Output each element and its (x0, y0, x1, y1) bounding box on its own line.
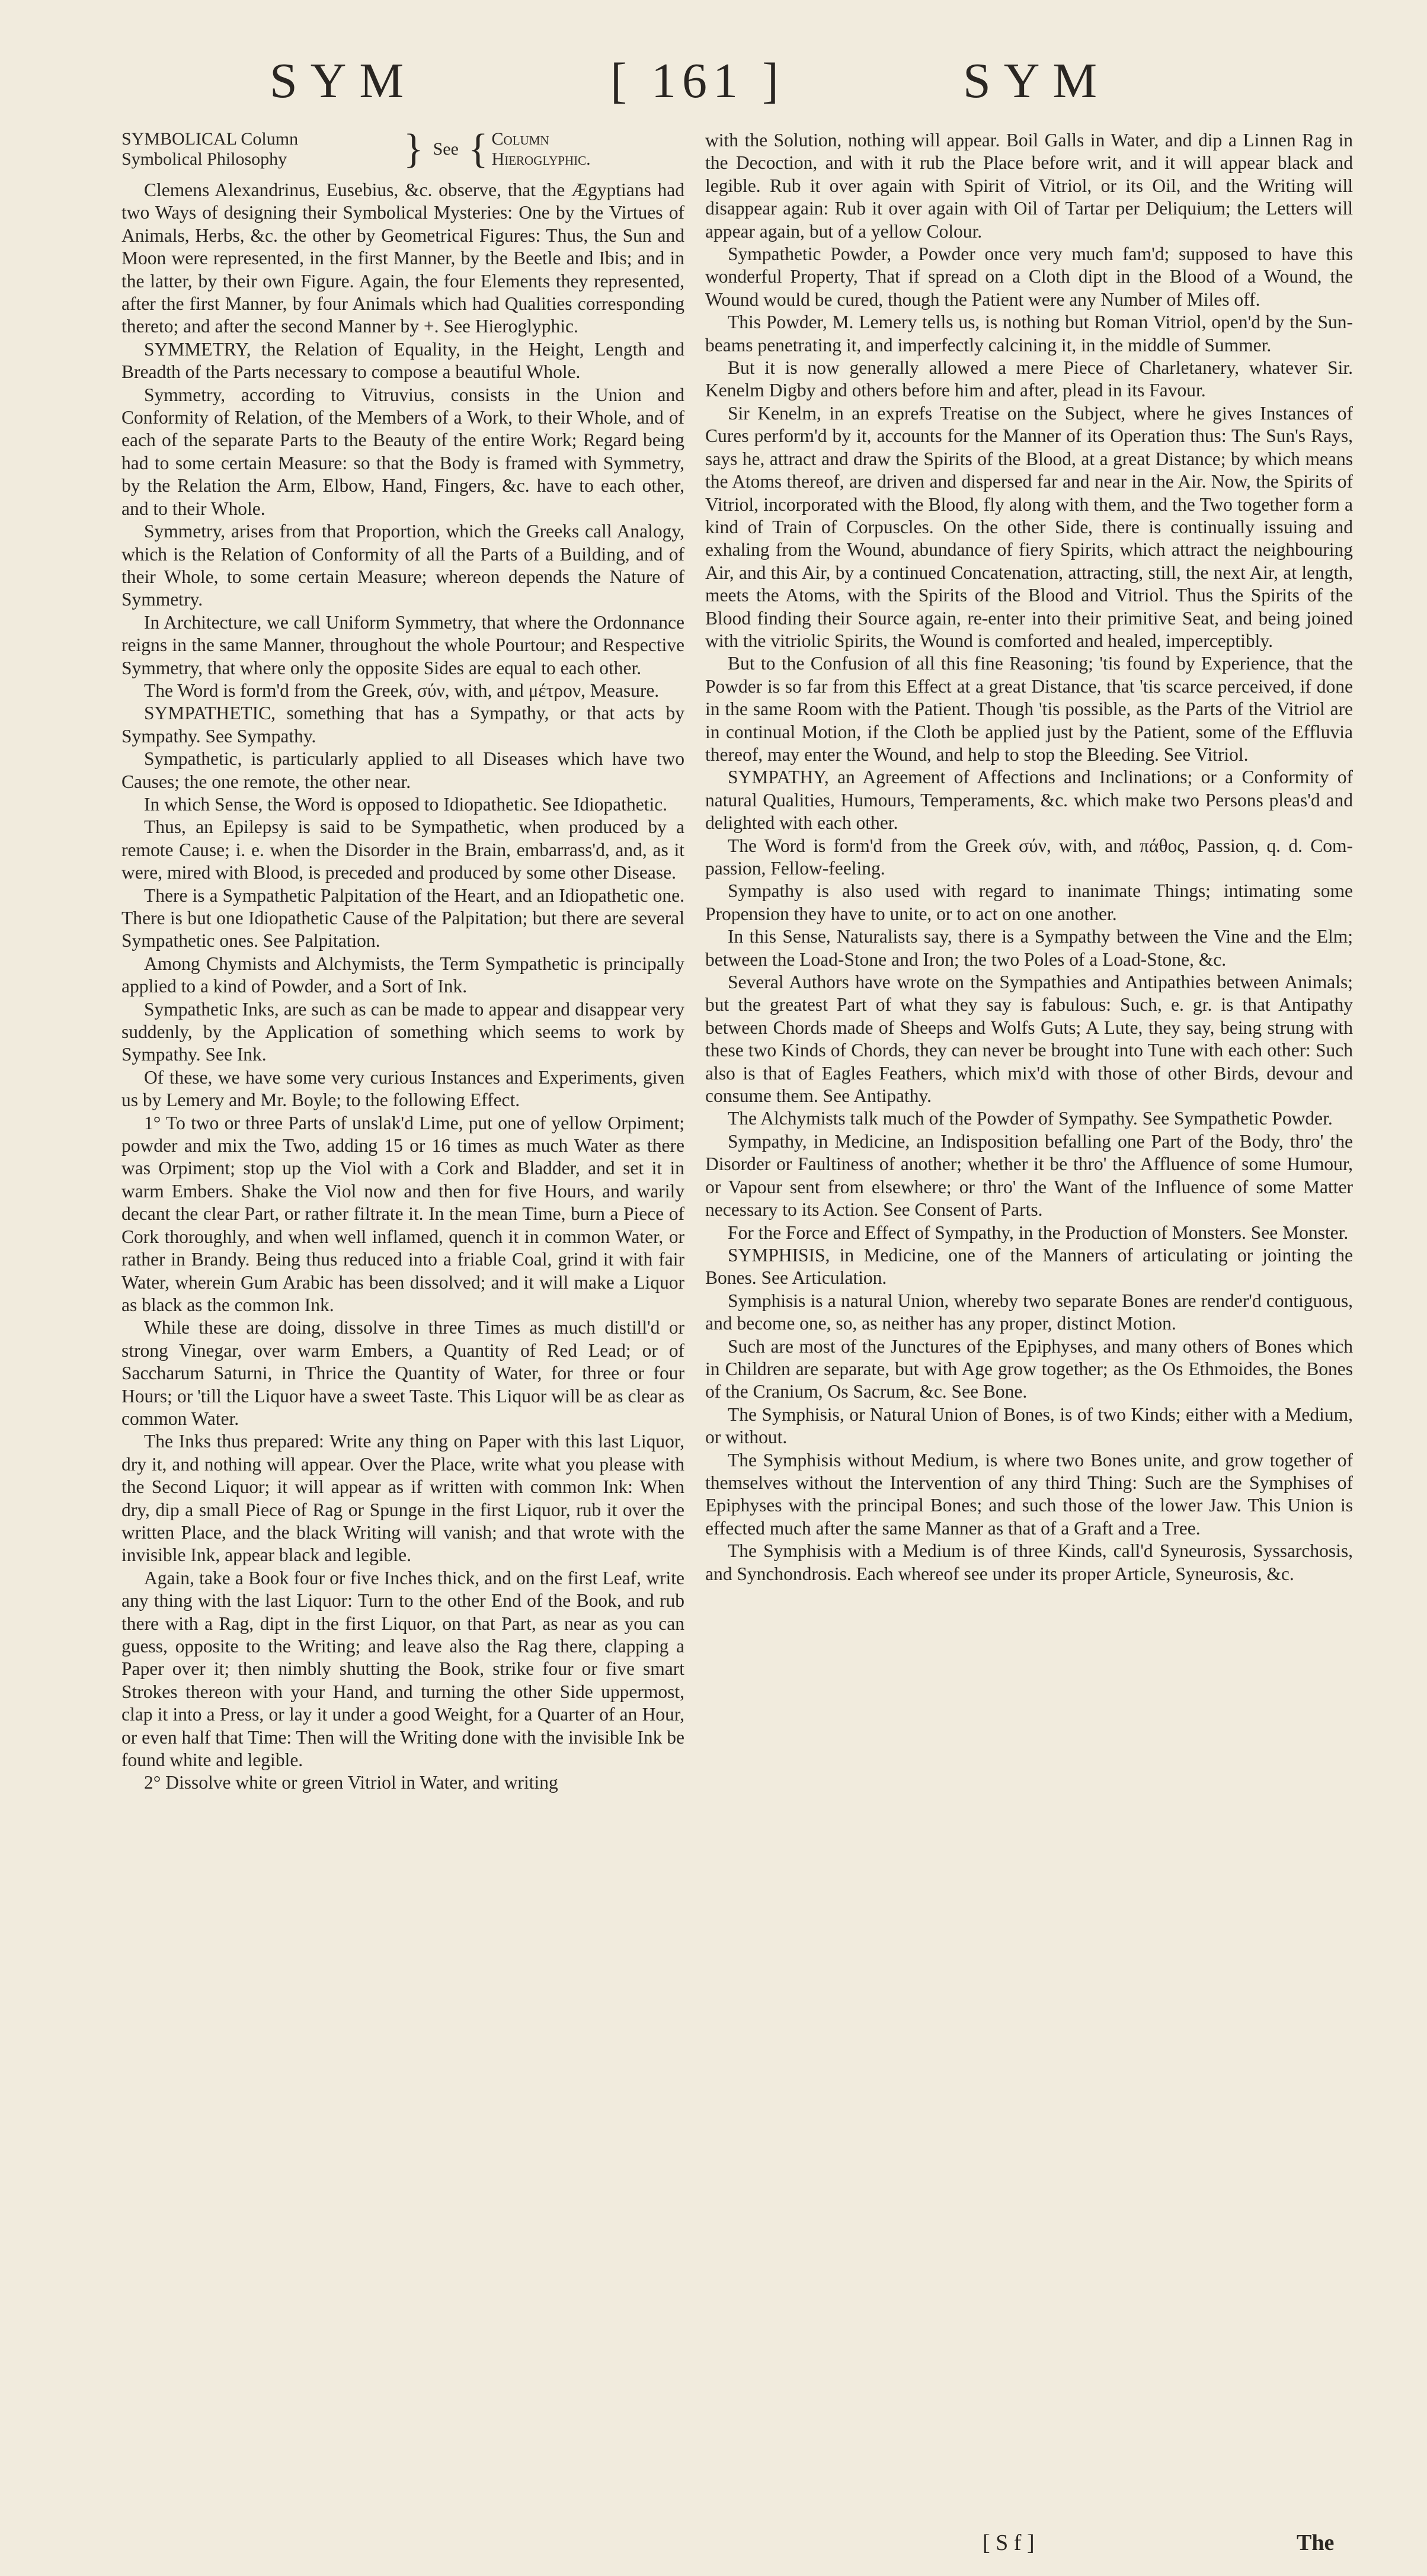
running-header (0, 52, 1427, 117)
right-column (705, 129, 1353, 1585)
paragraph: Again, take a Book four or five Inches thick, and on the first Leaf, write any thing with the last Liquor: Turn to the other End of the Book, and rub there with a Rag, dipt in the first Liquor, on that Part, as near as you can guess, opposite to the Writing; and leave also the Rag there, clapping a Paper over it; then nimbly shutting the Book, strike four or five smart Strokes thereon with your Hand, and turning the other Side uppermost, clap it into a Press, or lay it under a good Weight, for a Quarter of an Hour, or even half that Time: Then will the Writing done with the invisible Ink be found white and legible. (121, 1567, 684, 1771)
see-entry-1: SYMBOLICAL Column (121, 129, 299, 149)
paragraph: Sir Kenelm, in an exprefs Treatise on the Subject, where he gives Instances of Cures perform'd by it, accounts for the Manner of its Operation thus: The Sun's Rays, says he, attract and draw the Spirits of the Blood, at a great Distance; by which means the Atoms thereof, are driven and dispersed far and near in the Air. Now, the Spirits of Vitriol, incorporated with the Blood, fly along with them, and the Two together form a kind of Train of Corpuscles. On the other Side, there is continually issuing and exhaling from the Wound, abundance of fiery Spirits, which attract the neighbouring Air, and this Air, by a continued Concatenation, attracting, still, the next Air, at length, meets the Atoms, with the Spirits of the Blood and Vitriol. Thus the Spirits of the Blood finding their Source again, re-enter into their primitive Seat, and being joined with the vitriolic Spirits, the Wound is comforted and healed, imperceptibly. (705, 402, 1353, 651)
paragraph: Clemens Alexandrinus, Eusebius, &c. observe, that the Ægyptians had two Ways of designing their Symbolical Mysteries: One by the Virtues of Animals, Herbs, &c. the other by Geometrical Figures: Thus, the Sun and Moon were represented, in the first Manner, by the Beetle and Ibis; and in the latter, by their own Figure. Again, the four Elements they represented, after the first Manner, by four Animals which had Qualities corresponding thereto; and after the second Manner by +. See Hieroglyphic. (121, 180, 684, 337)
paragraph: Among Chymists and Alchymists, the Term Sympathetic is principally applied to a kind of Powder, and a Sort of Ink. (121, 953, 684, 997)
paragraph: For the Force and Effect of Sympathy, in the Production of Monsters. See Monster. (728, 1222, 1349, 1243)
left-column (121, 126, 684, 1795)
paragraph: SYMPATHETIC, something that has a Sympathy, or that acts by Sympathy. See Sympathy. (121, 703, 684, 746)
paragraph: SYMPATHY, an Agreement of Affections and Inclinations; or a Conformity of natural Qualities, Humours, Temperaments, &c. which make two Persons pleas'd and delighted with each other. (705, 767, 1353, 834)
paragraph: Such are most of the Junctures of the Epiphyses, and many others of Bones which in Children are separate, but with Age grow together; as the Os Ethmoides, the Bones of the Cranium, Os Sacrum, &c. See Bone. (705, 1335, 1353, 1402)
see-entries (121, 129, 400, 169)
paragraph: This Powder, M. Lemery tells us, is nothing but Roman Vitriol, open'd by the Sun-beams penetrating it, and imperfectly calcining it, in the middle of Summer. (705, 312, 1353, 355)
paragraph: In this Sense, Naturalists say, there is a Sympathy between the Vine and the Elm; between the Load-Stone and Iron; the two Poles of a Load-Stone, &c. (705, 926, 1353, 970)
paragraph: In Architecture, we call Uniform Symmetry, that where the Ordonnance reigns in the same Manner, throughout the whole Pourtour; and Respective Symmetry, that where only the opposite Sides are equal to each other. (121, 611, 684, 678)
header-right-word: SYM (963, 53, 1111, 108)
paragraph: Sympathetic, is particularly applied to all Diseases which have two Causes; the one remote, the other near. (121, 748, 684, 792)
see-word: See (433, 139, 459, 159)
paragraph: The Symphisis with a Medium is of three Kinds, call'd Syneurosis, Syssarchosis, and Synchondrosis. Each whereof see under its proper Article, Syneurosis, &c. (705, 1540, 1353, 1584)
signature-mark: [ S f ] (983, 2530, 1035, 2555)
paragraph: The Alchymists talk much of the Powder of Sympathy. See Sympathetic Powder. (728, 1108, 1333, 1129)
catchword: The (1297, 2530, 1335, 2555)
paragraph: The Inks thus prepared: Write any thing on Paper with this last Liquor, dry it, and nothing will appear. Over the Place, write what you please with the Second Liquor; it will appear as if written with common Ink: When dry, dip a small Piece of Rag or Spunge in the first Liquor, rub it over the written Place, and the black Writing will vanish; and that wrote with the invisible Ink, appear black and legible. (121, 1431, 684, 1566)
paragraph: Sympathy is also used with regard to inanimate Things; intimating some Propension they have to unite, or to act on one another. (705, 880, 1353, 924)
paragraph: Sympathy, in Medicine, an Indisposition befalling one Part of the Body, thro' the Disorder or Faultiness of another; whether it be thro' the Affluence of some Humour, or Vapour sent from elsewhere; or thro' the Want of the Influence of some Matter necessary to its Action. See Consent of Parts. (705, 1130, 1353, 1220)
see-targets (492, 129, 591, 169)
paragraph: Symmetry, arises from that Proportion, which the Greeks call Analogy, which is the Relation of Conformity of all the Parts of a Building, and of their Whole, to some certain Measure; whereon depends the Nature of Symmetry. (121, 521, 684, 610)
paragraph: Sympathetic Powder, a Powder once very much fam'd; supposed to have this wonderful Property, That if spread on a Cloth dipt in the Blood of a Wound, the Wound would be cured, though the Patient were any Number of Miles off. (705, 243, 1353, 310)
page-footer (0, 2530, 1427, 2565)
paragraph: Several Authors have wrote on the Sympathies and Antipathies between Animals; but the greatest Part of what they say is fabulous: Such, e. gr. is that Antipathy between Chords made of Sheeps and Wolfs Guts; A Lute, they say, being strung with these two Kinds of Chords, they can never be brought into Tune with each other: Such also is that of Eagles Feathers, which mix'd with those of other Birds, devour and consume them. See Antipathy. (705, 972, 1353, 1107)
paragraph: Of these, we have some very curious Instances and Experiments, given us by Lemery and Mr. Boyle; to the following Effect. (121, 1066, 684, 1111)
paragraph: While these are doing, dissolve in three Times as much distill'd or strong Vinegar, over warm Embers, a Quantity of Red Lead; or of Saccharum Saturni, in Thrice the Quantity of Water, for three or four Hours; or 'till the Liquor have a sweet Taste. This Liquor will be as clear as common Water. (121, 1317, 684, 1429)
brace-right: { (468, 126, 488, 172)
page-number: [ 161 ] (610, 53, 785, 108)
see-target-2: Hieroglyphic. (491, 149, 591, 169)
paragraph: 2° Dissolve white or green Vitriol in Water, and writing (144, 1772, 558, 1793)
paragraph: Sympathetic Inks, are such as can be made to appear and disappear very suddenly, by the Application of something which seems to work by Sympathy. See Ink. (121, 998, 684, 1065)
paragraph: The Word is form'd from the Greek σύν, with, and πάθος, Passion, q. d. Com-passion, Fellow-feeling. (705, 835, 1353, 879)
see-entry-2: Symbolical Philosophy (121, 149, 287, 169)
paragraph: Symmetry, according to Vitruvius, consists in the Union and Conformity of Relation, of the Members of a Work, to their Whole, and of each of the separate Parts to the Beauty of the entire Work; Regard being had to some certain Measure: so that the Body is framed with Symmetry, by the Relation the Arm, Elbow, Hand, Fingers, &c. have to each other, and to their Whole. (121, 384, 684, 519)
header-left-word: SYM (270, 53, 417, 108)
paragraph: The Symphisis, or Natural Union of Bones, is of two Kinds; either with a Medium, or without. (705, 1404, 1353, 1448)
paragraph: Thus, an Epilepsy is said to be Sympathetic, when produced by a remote Cause; i. e. when the Disorder in the Brain, embarrass'd, and, as it were, mired with Blood, is preceded and produced by some other Disease. (121, 816, 684, 883)
see-also-block (121, 126, 684, 172)
paragraph: But it is now generally allowed a mere Piece of Charletanery, whatever Sir. Kenelm Digby and others before him and after, plead in its Favour. (705, 357, 1353, 401)
paragraph: SYMMETRY, the Relation of Equality, in the Height, Length and Breadth of the Parts necessary to compose a beautiful Whole. (121, 338, 684, 383)
brace-left: } (404, 126, 424, 172)
paragraph: with the Solution, nothing will appear. Boil Galls in Water, and dip a Linnen Rag in the Decoction, and with it rub the Place before writ, and it will appear black and legible. Rub it over again with Spirit of Vitriol, or its Oil, and the Writing will disappear again: Rub it over again with Oil of Tartar per Deliquium; the Letters will appear again, but of a yellow Colour. (705, 130, 1353, 242)
paragraph: The Word is form'd from the Greek, σύν, with, and μέτρον, Measure. (144, 680, 660, 701)
see-target-1: Column (491, 129, 549, 149)
paragraph: But to the Confusion of all this fine Reasoning; 'tis found by Experience, that the Powder is so far from this Effect at a great Distance, that 'tis scarce perceived, if done in the same Room with the Patient. Though 'tis possible, as the Parts of the Vitriol are in continual Motion, if the Cloth be applied just by the Patient, some of the Effluvia thereof, may enter the Wound, and help to stop the Bleeding. See Vitriol. (705, 653, 1353, 765)
paragraph: 1° To two or three Parts of unslak'd Lime, put one of yellow Orpiment; powder and mix the Two, adding 15 or 16 times as much Water as there was Orpiment; stop up the Viol with a Cork and Bladder, and set it in warm Embers. Shake the Viol now and then for five Hours, and warily decant the clear Part, or rather filtrate it. In the mean Time, burn a Piece of Cork thoroughly, and when well inflamed, quench it in common Water, or rather in Brandy. Being thus reduced into a friable Coal, grind it with fair Water, wherein Gum Arabic has been dissolved; and it will make a Liquor as black as the common Ink. (121, 1112, 684, 1315)
paragraph: In which Sense, the Word is opposed to Idiopathetic. See Idiopathetic. (144, 793, 668, 815)
paragraph: There is a Sympathetic Palpitation of the Heart, and an Idiopathetic one. There is but one Idiopathetic Cause of the Palpitation; but there are several Sympathetic ones. See Palpitation. (121, 885, 684, 951)
paragraph: SYMPHISIS, in Medicine, one of the Manners of articulating or jointing the Bones. See Articulation. (705, 1244, 1353, 1289)
paragraph: Symphisis is a natural Union, whereby two separate Bones are render'd contiguous, and become one, so, as neither has any proper, distinct Motion. (705, 1290, 1353, 1334)
paragraph: The Symphisis without Medium, is where two Bones unite, and grow together of themselves without the Intervention of any third Thing: Such are the Symphises of Epiphyses with the principal Bones; and such those of the lower Jaw. This Union is effected much after the same Manner as that of a Graft and a Tree. (705, 1449, 1353, 1539)
